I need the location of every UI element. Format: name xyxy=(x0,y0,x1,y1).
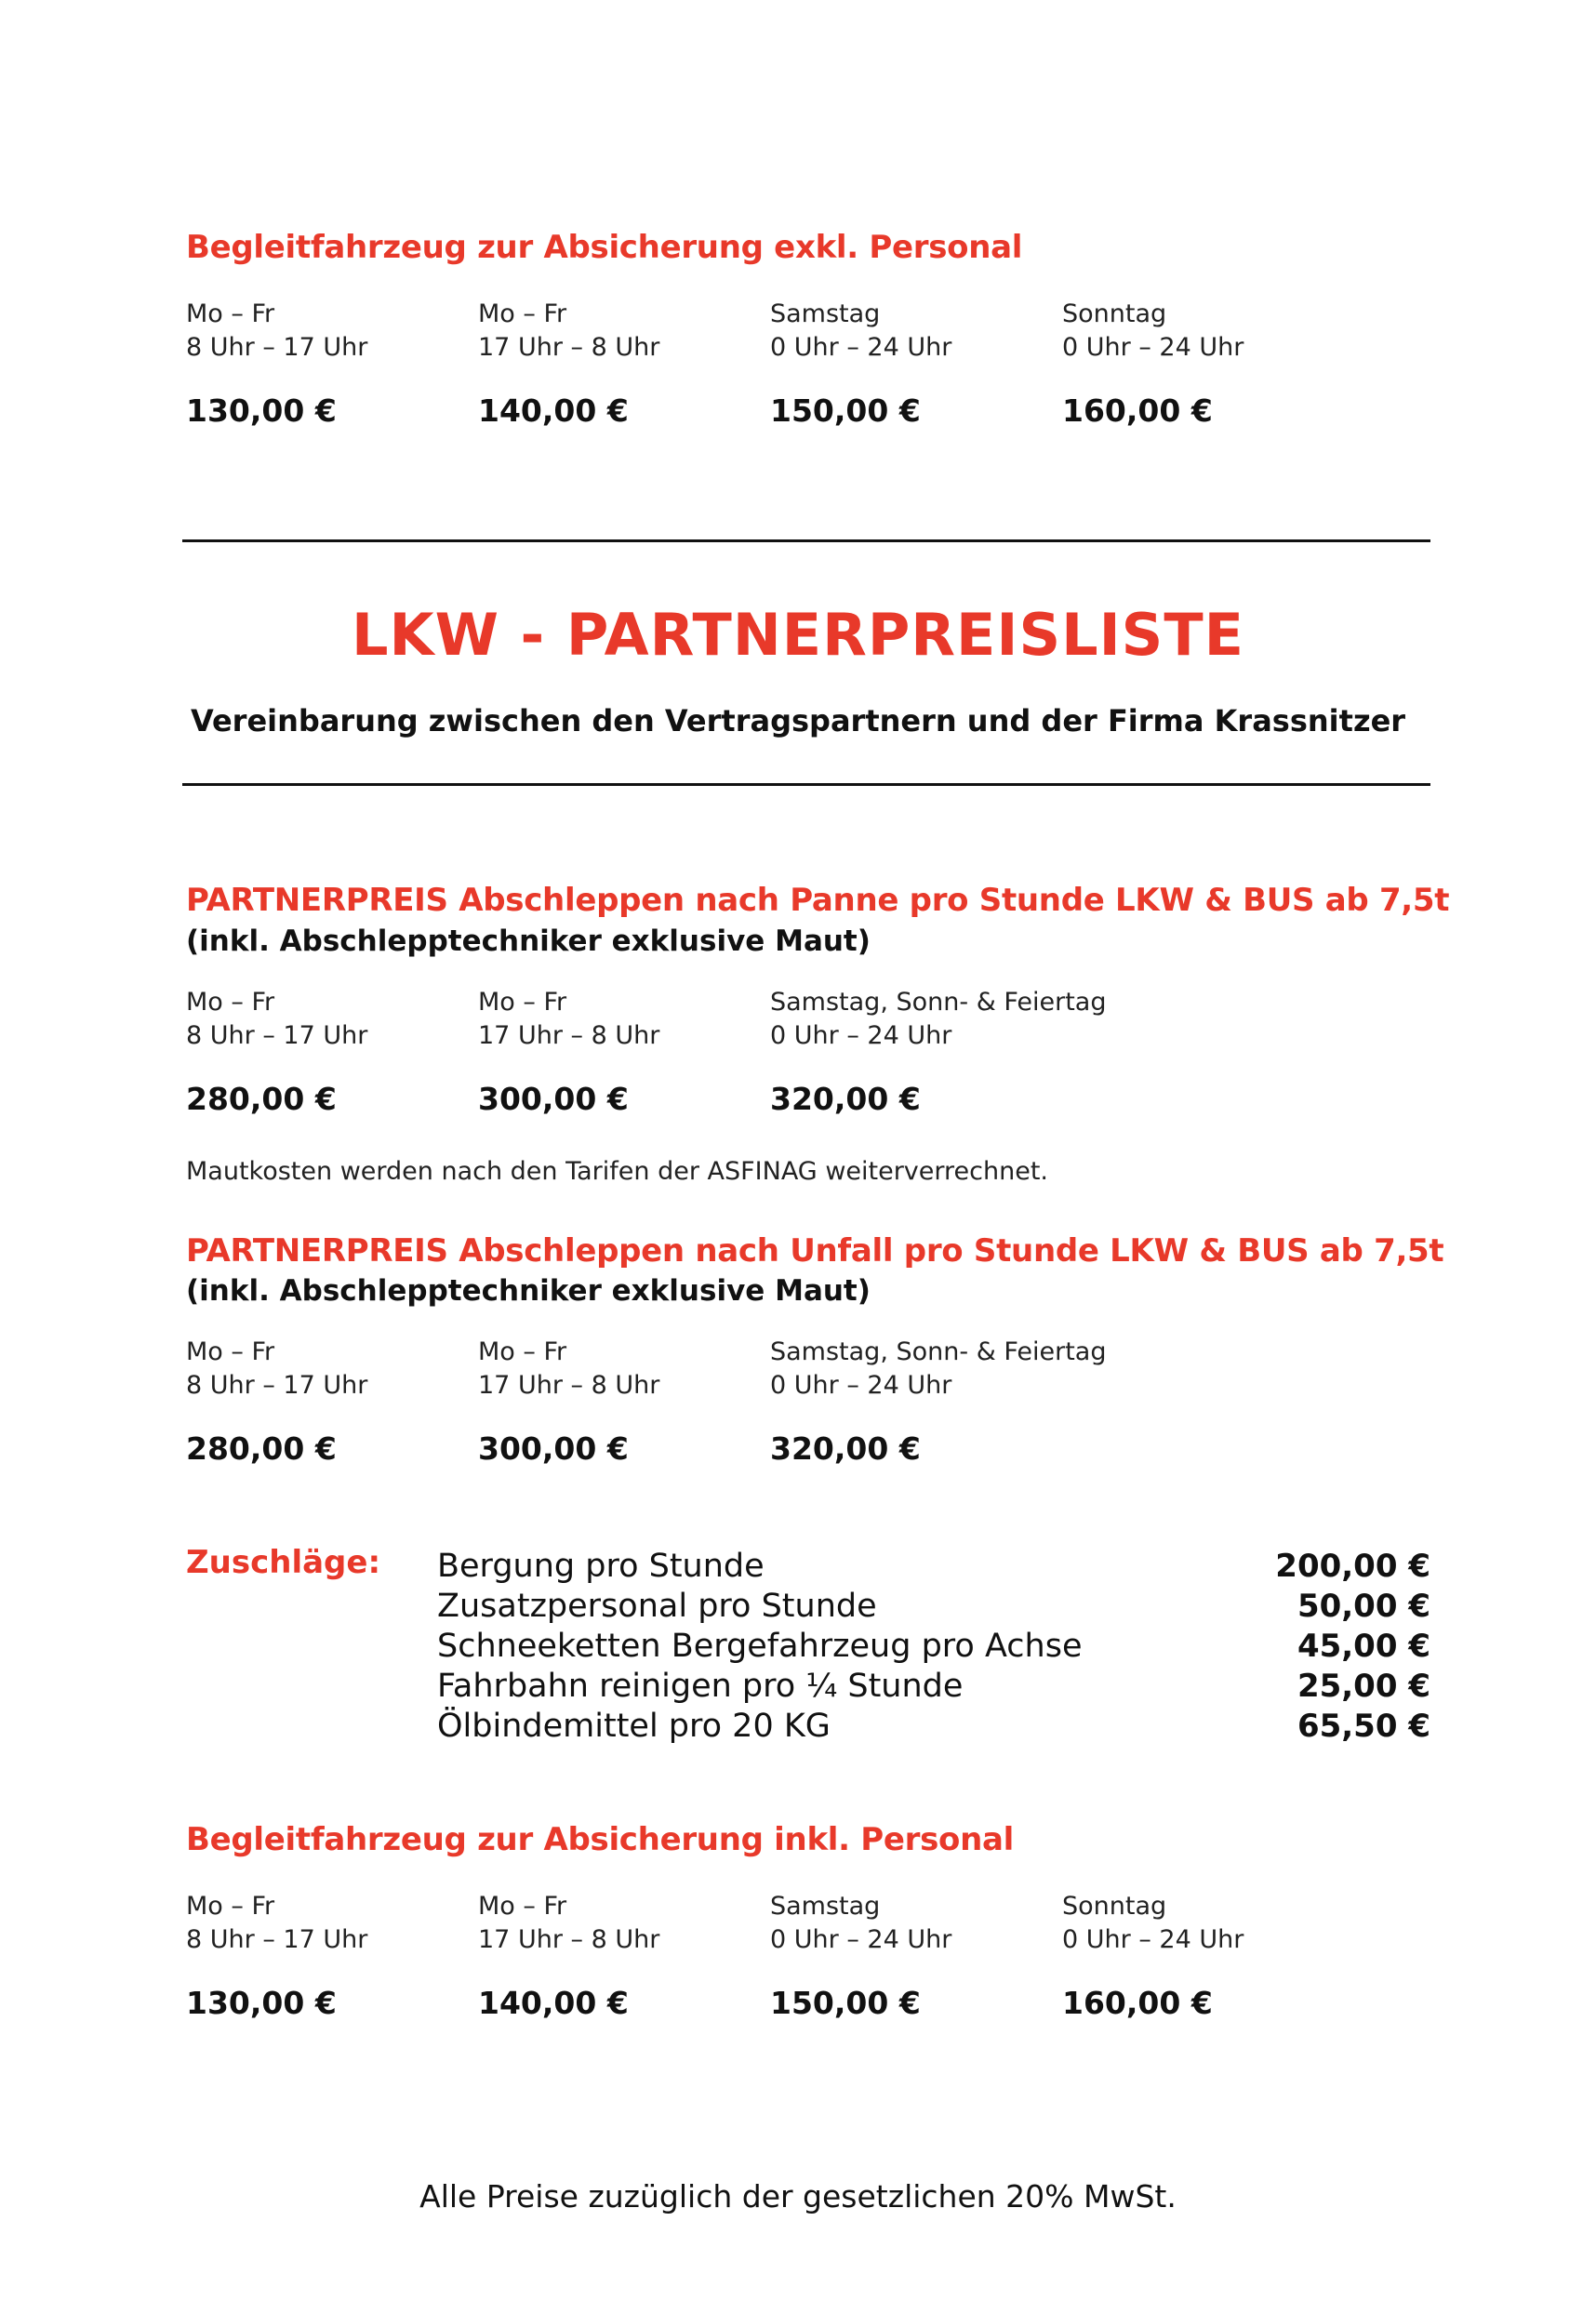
col-time: 8 Uhr – 17 Uhr xyxy=(186,1925,368,1954)
vat-footer-note: Alle Preise zuzüglich der gesetzlichen 20% MwSt. xyxy=(419,2178,1177,2215)
section-accident-title: PARTNERPREIS Abschleppen nach Unfall pro Stunde LKW & BUS ab 7,5t xyxy=(186,1232,1444,1270)
section-breakdown-title: PARTNERPREIS Abschleppen nach Panne pro Stunde LKW & BUS ab 7,5t xyxy=(186,882,1450,919)
col-price: 160,00 € xyxy=(1062,392,1213,429)
col-time: 17 Uhr – 8 Uhr xyxy=(478,1021,660,1050)
surcharge-label: Fahrbahn reinigen pro ¼ Stunde xyxy=(437,1668,964,1705)
col-day: Samstag xyxy=(770,1892,881,1921)
col-time: 8 Uhr – 17 Uhr xyxy=(186,333,368,362)
col-price: 300,00 € xyxy=(478,1081,629,1117)
page-subtitle: Vereinbarung zwischen den Vertragspartnern und der Firma Krassnitzer xyxy=(190,703,1406,738)
surcharge-label: Ölbindemittel pro 20 KG xyxy=(437,1708,831,1745)
escort-incl-col-saturday xyxy=(770,1890,1049,2021)
col-day: Mo – Fr xyxy=(186,299,275,328)
col-day: Samstag, Sonn- & Feiertag xyxy=(770,988,1107,1017)
col-price: 320,00 € xyxy=(770,1430,921,1467)
col-price: 300,00 € xyxy=(478,1430,629,1467)
col-price: 280,00 € xyxy=(186,1430,337,1467)
bottom-divider xyxy=(182,783,1430,786)
surcharge-price: 200,00 € xyxy=(1275,1548,1430,1585)
section-escort-excl-title: Begleitfahrzeug zur Absicherung exkl. Personal xyxy=(186,229,1023,266)
surcharge-label: Bergung pro Stunde xyxy=(437,1548,765,1585)
breakdown-col-weekend xyxy=(770,986,1235,1117)
col-time: 0 Uhr – 24 Uhr xyxy=(1062,333,1244,362)
col-time: 0 Uhr – 24 Uhr xyxy=(770,1021,952,1050)
col-day: Samstag xyxy=(770,299,881,328)
section-accident-subtitle: (inkl. Abschlepptechniker exklusive Maut) xyxy=(186,1274,871,1308)
col-time: 17 Uhr – 8 Uhr xyxy=(478,333,660,362)
col-day: Sonntag xyxy=(1062,299,1167,328)
escort-incl-col-sunday xyxy=(1062,1890,1341,2021)
escort-excl-col-sunday xyxy=(1062,298,1341,429)
escort-excl-col-weekday-night xyxy=(478,298,757,429)
col-price: 130,00 € xyxy=(186,1985,337,2021)
col-time: 0 Uhr – 24 Uhr xyxy=(1062,1925,1244,1954)
col-time: 8 Uhr – 17 Uhr xyxy=(186,1371,368,1400)
col-time: 0 Uhr – 24 Uhr xyxy=(770,1925,952,1954)
accident-col-weekday-night xyxy=(478,1336,757,1467)
col-time: 17 Uhr – 8 Uhr xyxy=(478,1925,660,1954)
col-price: 320,00 € xyxy=(770,1081,921,1117)
col-day: Samstag, Sonn- & Feiertag xyxy=(770,1337,1107,1366)
col-price: 140,00 € xyxy=(478,392,629,429)
escort-excl-col-weekday-day xyxy=(186,298,465,429)
section-breakdown-subtitle: (inkl. Abschlepptechniker exklusive Maut) xyxy=(186,924,871,958)
col-price: 280,00 € xyxy=(186,1081,337,1117)
toll-note: Mautkosten werden nach den Tarifen der ASFINAG weiterverrechnet. xyxy=(186,1157,1048,1186)
surcharge-row xyxy=(437,1668,1430,1708)
accident-col-weekday-day xyxy=(186,1336,465,1467)
surcharge-price: 65,50 € xyxy=(1297,1708,1430,1745)
col-price: 130,00 € xyxy=(186,392,337,429)
page-title: LKW - PARTNERPREISLISTE xyxy=(352,601,1244,669)
surcharge-row xyxy=(437,1588,1430,1628)
surcharge-price: 45,00 € xyxy=(1297,1628,1430,1665)
col-price: 150,00 € xyxy=(770,1985,921,2021)
top-divider xyxy=(182,539,1430,542)
col-day: Mo – Fr xyxy=(186,988,275,1017)
col-day: Sonntag xyxy=(1062,1892,1167,1921)
surcharge-price: 50,00 € xyxy=(1297,1588,1430,1625)
breakdown-col-weekday-day xyxy=(186,986,465,1117)
surcharge-price: 25,00 € xyxy=(1297,1668,1430,1705)
col-time: 8 Uhr – 17 Uhr xyxy=(186,1021,368,1050)
accident-col-weekend xyxy=(770,1336,1235,1467)
escort-incl-col-weekday-day xyxy=(186,1890,465,2021)
breakdown-col-weekday-night xyxy=(478,986,757,1117)
escort-incl-col-weekday-night xyxy=(478,1890,757,2021)
col-time: 0 Uhr – 24 Uhr xyxy=(770,1371,952,1400)
col-time: 17 Uhr – 8 Uhr xyxy=(478,1371,660,1400)
section-escort-incl-title: Begleitfahrzeug zur Absicherung inkl. Personal xyxy=(186,1821,1015,1858)
surcharge-label: Schneeketten Bergefahrzeug pro Achse xyxy=(437,1628,1083,1665)
col-day: Mo – Fr xyxy=(186,1337,275,1366)
surcharge-row xyxy=(437,1708,1430,1748)
col-day: Mo – Fr xyxy=(478,988,567,1017)
col-price: 150,00 € xyxy=(770,392,921,429)
surcharge-label: Zusatzpersonal pro Stunde xyxy=(437,1588,877,1625)
col-time: 0 Uhr – 24 Uhr xyxy=(770,333,952,362)
surcharge-row xyxy=(437,1548,1430,1588)
col-day: Mo – Fr xyxy=(478,1892,567,1921)
col-price: 140,00 € xyxy=(478,1985,629,2021)
col-day: Mo – Fr xyxy=(478,1337,567,1366)
escort-excl-col-saturday xyxy=(770,298,1049,429)
col-day: Mo – Fr xyxy=(186,1892,275,1921)
col-day: Mo – Fr xyxy=(478,299,567,328)
surcharges-label: Zuschläge: xyxy=(186,1544,381,1581)
surcharge-row xyxy=(437,1628,1430,1668)
col-price: 160,00 € xyxy=(1062,1985,1213,2021)
